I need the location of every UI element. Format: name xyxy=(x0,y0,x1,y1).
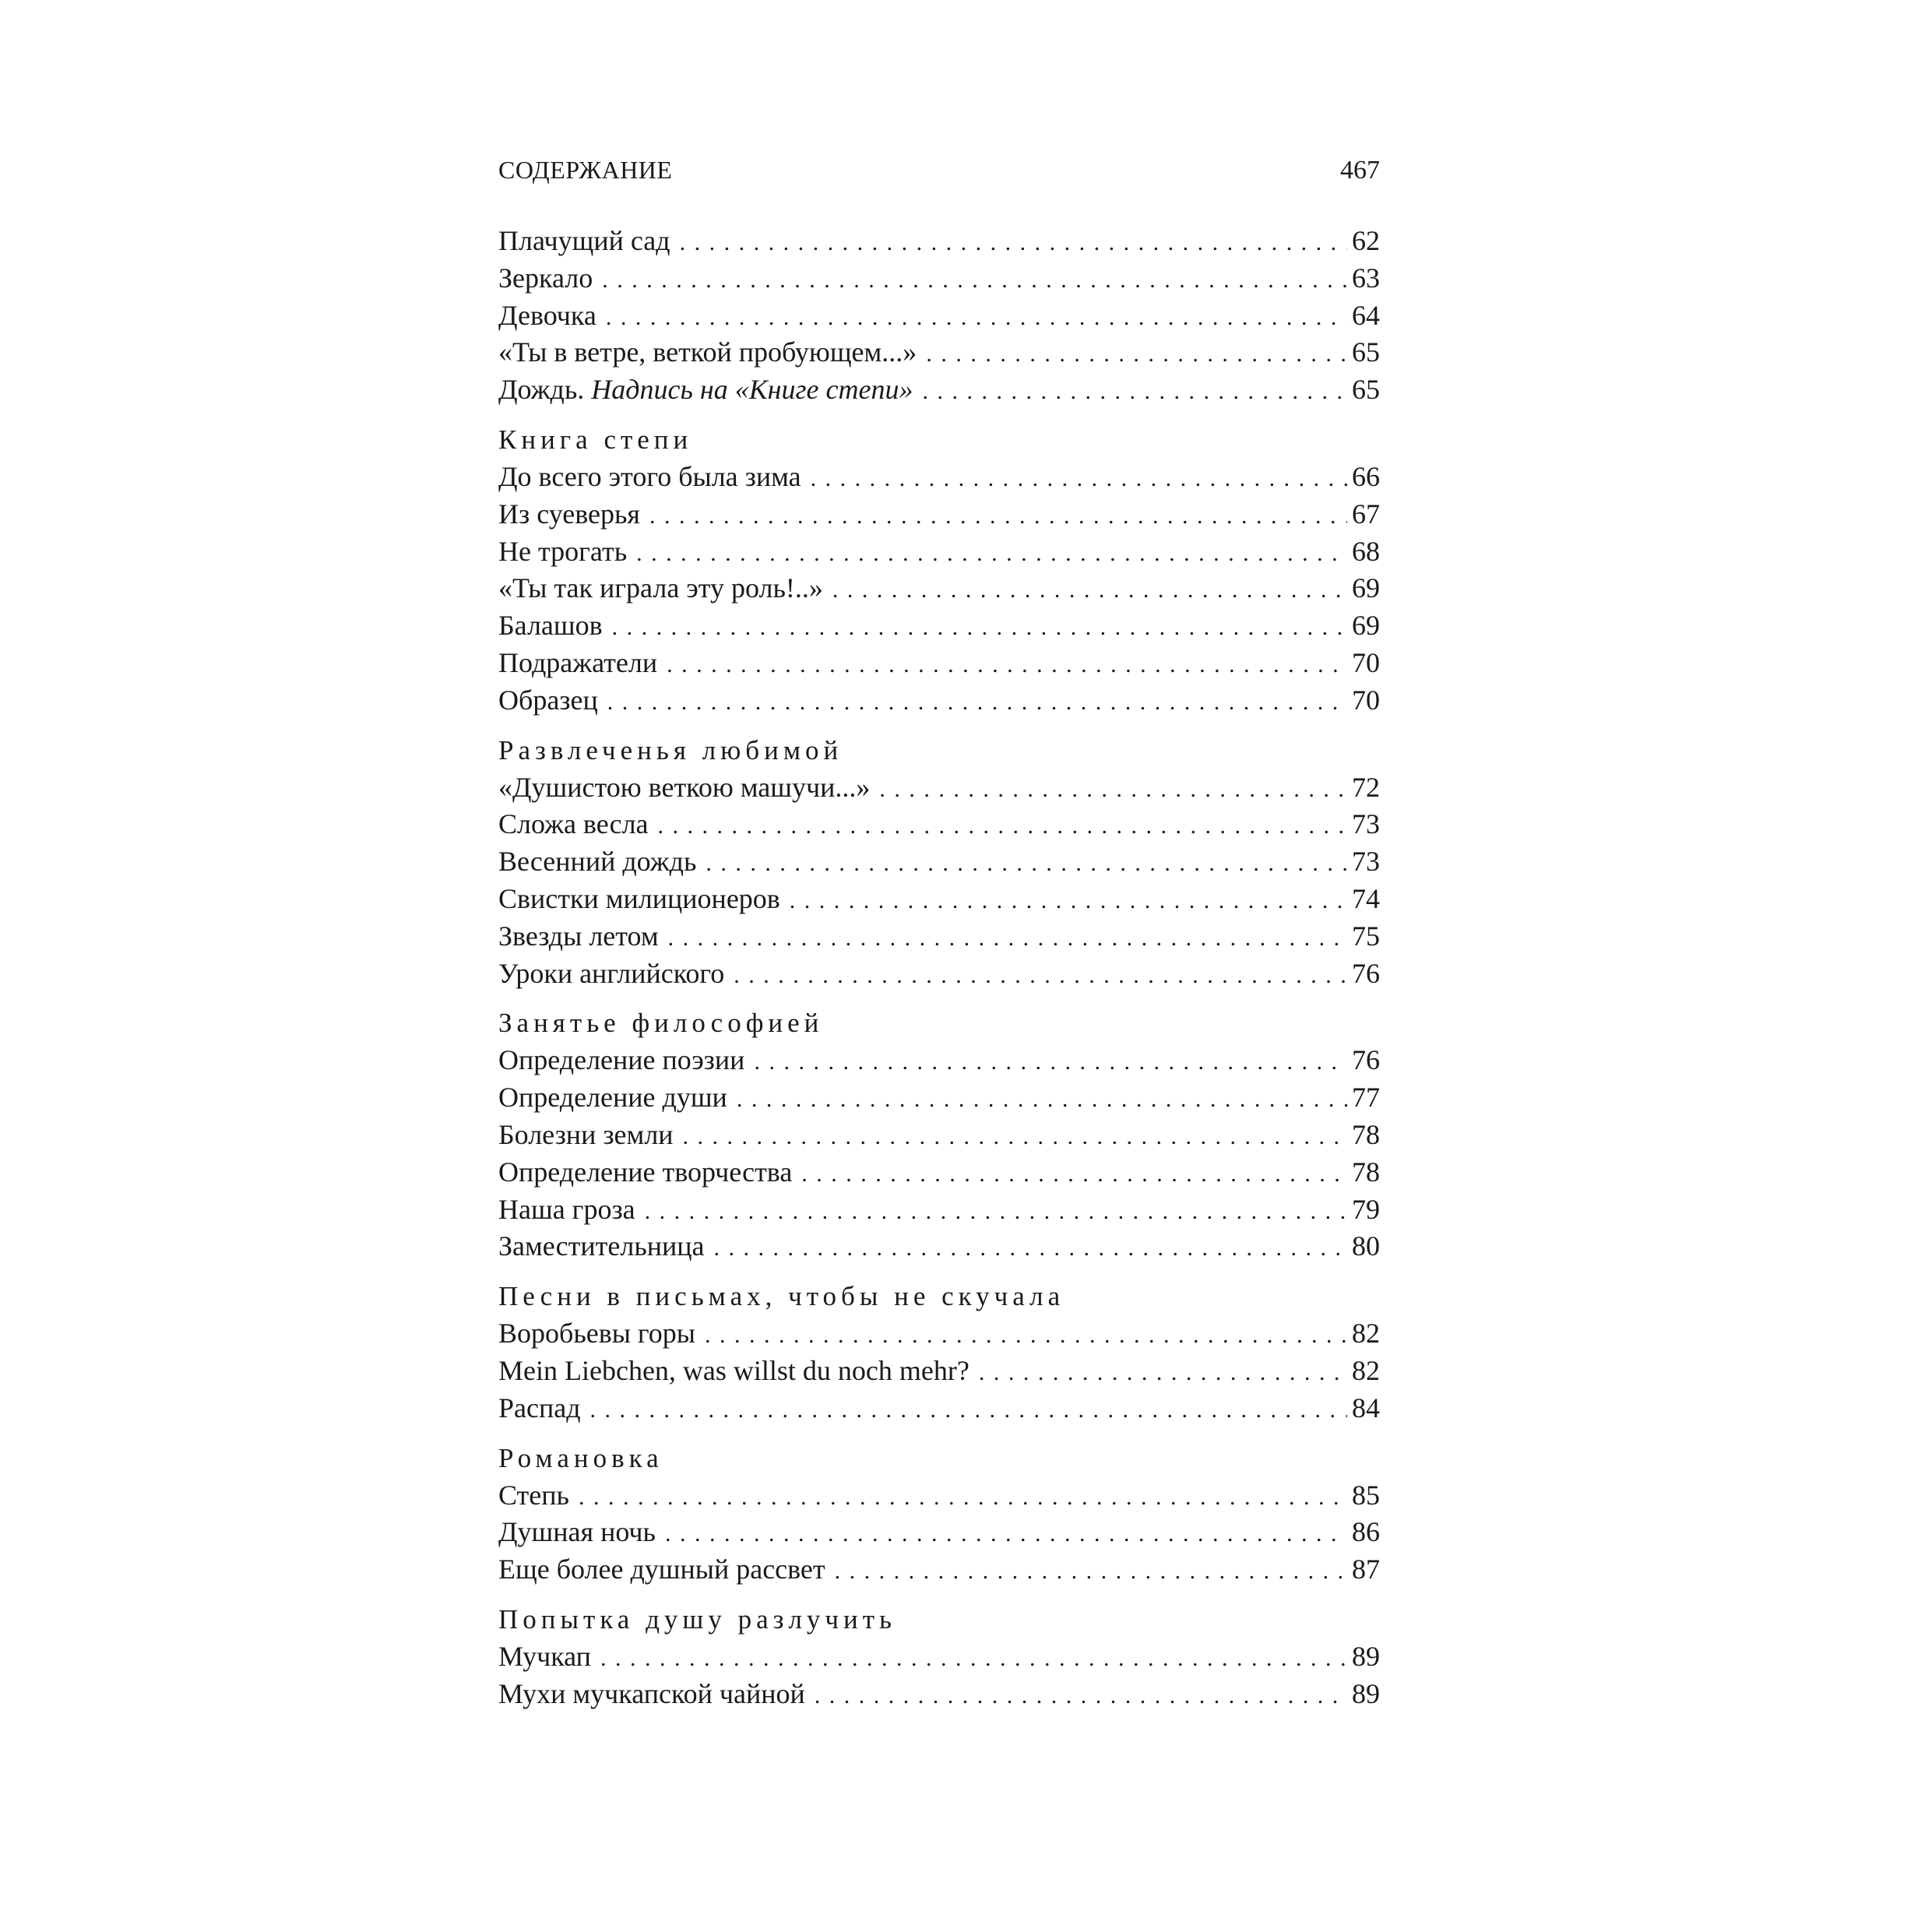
toc-section xyxy=(498,1278,1380,1427)
toc-entry-title: Сложа весла xyxy=(498,808,649,840)
toc-entry xyxy=(498,1676,1380,1713)
dot-leader xyxy=(680,224,1347,262)
dot-leader xyxy=(926,336,1347,373)
toc-entry-title: Подражатели xyxy=(498,646,658,678)
toc-entry xyxy=(498,843,1380,881)
toc-entry-page: 78 xyxy=(1352,1118,1380,1150)
toc-section xyxy=(498,1005,1380,1265)
toc-entry-title: Еще более душный рассвет xyxy=(498,1554,825,1585)
toc-entry xyxy=(498,1079,1380,1117)
dot-leader xyxy=(706,845,1347,882)
dot-leader xyxy=(790,882,1347,920)
dot-leader xyxy=(645,1193,1347,1230)
dot-leader xyxy=(606,299,1347,336)
toc-entry-title: Мучкап xyxy=(498,1640,591,1672)
toc-entry-title-italic: Надпись на «Книге степи» xyxy=(591,374,913,406)
toc-entry-page: 80 xyxy=(1352,1230,1380,1262)
toc-entry xyxy=(498,607,1380,645)
toc-entry-title-plain: Дождь. xyxy=(498,374,592,406)
toc-entry-title: Определение творчества xyxy=(498,1156,793,1188)
toc-entry xyxy=(498,1154,1380,1191)
dot-leader xyxy=(590,1392,1347,1429)
toc-entry-page: 69 xyxy=(1352,572,1380,604)
toc-entry-page: 87 xyxy=(1352,1554,1380,1585)
toc-entry xyxy=(498,533,1380,571)
dot-leader xyxy=(705,1317,1347,1354)
toc-entry-title: Заместительница xyxy=(498,1230,705,1262)
toc-entry xyxy=(498,806,1380,843)
toc-entry-page: 75 xyxy=(1352,920,1380,952)
toc-entry xyxy=(498,1228,1380,1265)
dot-leader xyxy=(658,808,1347,845)
toc-section-title: Романовка xyxy=(498,1442,663,1473)
dot-leader xyxy=(815,1677,1347,1715)
toc-entry-title: Не трогать xyxy=(498,535,628,567)
toc-entry xyxy=(498,1551,1380,1589)
toc-entry-page: 65 xyxy=(1352,374,1380,406)
dot-leader xyxy=(649,498,1347,535)
dot-leader xyxy=(835,1553,1347,1590)
table-of-contents-page xyxy=(498,156,1380,1726)
dot-leader xyxy=(665,1515,1347,1553)
toc-entry-page: 78 xyxy=(1352,1156,1380,1188)
toc-section xyxy=(498,732,1380,993)
toc-entry-page: 82 xyxy=(1352,1318,1380,1350)
toc-entry-page: 84 xyxy=(1352,1392,1380,1423)
toc-entry-page: 64 xyxy=(1352,299,1380,331)
toc-entry-title: Распад xyxy=(498,1392,581,1423)
toc-section-title: Развлеченья любимой xyxy=(498,734,843,765)
toc-entry-title: Балашов xyxy=(498,610,603,642)
toc-entry-title: Зеркало xyxy=(498,262,593,294)
dot-leader xyxy=(734,957,1347,994)
toc-section-title: Занятье философией xyxy=(498,1008,824,1039)
dot-leader xyxy=(754,1043,1347,1081)
toc-entry xyxy=(498,1514,1380,1551)
toc-entry xyxy=(498,682,1380,720)
dot-leader xyxy=(737,1081,1347,1118)
toc-entry-title: «Ты в ветре, веткой пробующем...» xyxy=(498,336,917,368)
toc-entry xyxy=(498,1638,1380,1676)
toc-entry-title: Девочка xyxy=(498,299,596,331)
toc-entry-page: 68 xyxy=(1352,535,1380,567)
toc-entry xyxy=(498,459,1380,496)
toc-entry-page: 77 xyxy=(1352,1082,1380,1114)
toc-entry xyxy=(498,260,1380,297)
toc-entry xyxy=(498,769,1380,807)
toc-entry-title: «Душистою веткою машучи...» xyxy=(498,771,871,803)
dot-leader xyxy=(832,572,1347,609)
toc-entry-title: Воробьевы горы xyxy=(498,1318,695,1350)
toc-entry-page: 70 xyxy=(1352,646,1380,678)
toc-entry-page: 66 xyxy=(1352,460,1380,492)
toc-entry xyxy=(498,496,1380,533)
toc-entry xyxy=(498,1353,1380,1390)
toc-entry-title: Степь xyxy=(498,1479,569,1511)
dot-leader xyxy=(600,1640,1347,1677)
toc-entry-page: 69 xyxy=(1352,610,1380,642)
toc-entry-page: 82 xyxy=(1352,1354,1380,1386)
toc-entry-title: Наша гроза xyxy=(498,1193,635,1225)
running-head-title: СОДЕРЖАНИЕ xyxy=(498,156,673,184)
toc-entry-title: Из суеверья xyxy=(498,498,640,530)
toc-entry-page: 89 xyxy=(1352,1640,1380,1672)
toc-entry-title: Образец xyxy=(498,684,598,716)
toc-entry-title: Весенний дождь xyxy=(498,846,697,878)
dot-leader xyxy=(612,609,1347,646)
toc-entry-page: 72 xyxy=(1352,771,1380,803)
toc-group-intro xyxy=(498,223,1380,409)
toc-entry-title: Определение души xyxy=(498,1082,727,1114)
toc-entry xyxy=(498,1042,1380,1079)
toc-entry xyxy=(498,918,1380,955)
toc-entry-title: До всего этого была зима xyxy=(498,460,801,492)
toc-entry-page: 67 xyxy=(1352,498,1380,530)
toc-entry xyxy=(498,1191,1380,1229)
toc-entry-page: 79 xyxy=(1352,1193,1380,1225)
dot-leader xyxy=(811,460,1347,498)
dot-leader xyxy=(607,684,1347,721)
toc-entry xyxy=(498,955,1380,993)
dot-leader xyxy=(714,1230,1347,1267)
toc-entry xyxy=(498,297,1380,335)
dot-leader xyxy=(579,1479,1347,1516)
toc-entry-page: 76 xyxy=(1352,1044,1380,1076)
toc-section-title: Песни в письмах, чтобы не скучала xyxy=(498,1281,1065,1312)
toc-section-title: Попытка душу разлучить xyxy=(498,1603,897,1635)
toc-entry-page: 65 xyxy=(1352,336,1380,368)
toc-entry-page: 74 xyxy=(1352,882,1380,914)
dot-leader xyxy=(879,771,1347,808)
dot-leader xyxy=(979,1354,1347,1392)
page-number: 467 xyxy=(1340,156,1380,185)
toc-entry xyxy=(498,645,1380,682)
toc-entry-title: «Ты так играла эту роль!..» xyxy=(498,572,823,604)
toc-entry-title: Болезни земли xyxy=(498,1118,674,1150)
toc-entry xyxy=(498,371,1380,409)
dot-leader xyxy=(668,920,1347,957)
toc-entry-page: 89 xyxy=(1352,1677,1380,1709)
running-head xyxy=(498,156,1380,199)
toc-section xyxy=(498,421,1380,720)
toc-entry xyxy=(498,1477,1380,1515)
toc-entry-title: Mein Liebchen, was willst du noch mehr? xyxy=(498,1354,970,1386)
toc-entry xyxy=(498,223,1380,260)
toc-entry-page: 85 xyxy=(1352,1479,1380,1511)
toc-section xyxy=(498,1440,1380,1589)
toc-entry-title: Плачущий сад xyxy=(498,225,670,256)
dot-leader xyxy=(636,535,1347,572)
toc-entry-page: 76 xyxy=(1352,957,1380,989)
dot-leader xyxy=(683,1118,1347,1156)
toc-entry-page: 70 xyxy=(1352,684,1380,716)
toc-entry xyxy=(498,1117,1380,1154)
toc-entry xyxy=(498,334,1380,371)
toc-entry-title: Уроки английского xyxy=(498,957,725,989)
toc-entry-title: Звезды летом xyxy=(498,920,659,952)
dot-leader xyxy=(667,646,1347,684)
toc-entry-page: 73 xyxy=(1352,846,1380,878)
toc-entry xyxy=(498,881,1380,918)
toc-entry-page: 63 xyxy=(1352,262,1380,294)
toc-entry xyxy=(498,1315,1380,1353)
toc-entry-title: Определение поэзии xyxy=(498,1044,745,1076)
toc-entry-title: Свистки милиционеров xyxy=(498,882,780,914)
toc-entry xyxy=(498,570,1380,607)
dot-leader xyxy=(922,373,1347,410)
toc-entry-title xyxy=(498,371,922,409)
toc-entry xyxy=(498,1390,1380,1427)
toc-entry-page: 73 xyxy=(1352,808,1380,840)
dot-leader xyxy=(801,1156,1347,1193)
toc-entry-page: 62 xyxy=(1352,225,1380,256)
toc-entry-title: Мухи мучкапской чайной xyxy=(498,1677,805,1709)
toc-section xyxy=(498,1601,1380,1713)
toc-entry-title: Душная ночь xyxy=(498,1516,656,1548)
toc-entry-page: 86 xyxy=(1352,1516,1380,1548)
toc-section-title: Книга степи xyxy=(498,424,693,455)
dot-leader xyxy=(602,262,1347,299)
